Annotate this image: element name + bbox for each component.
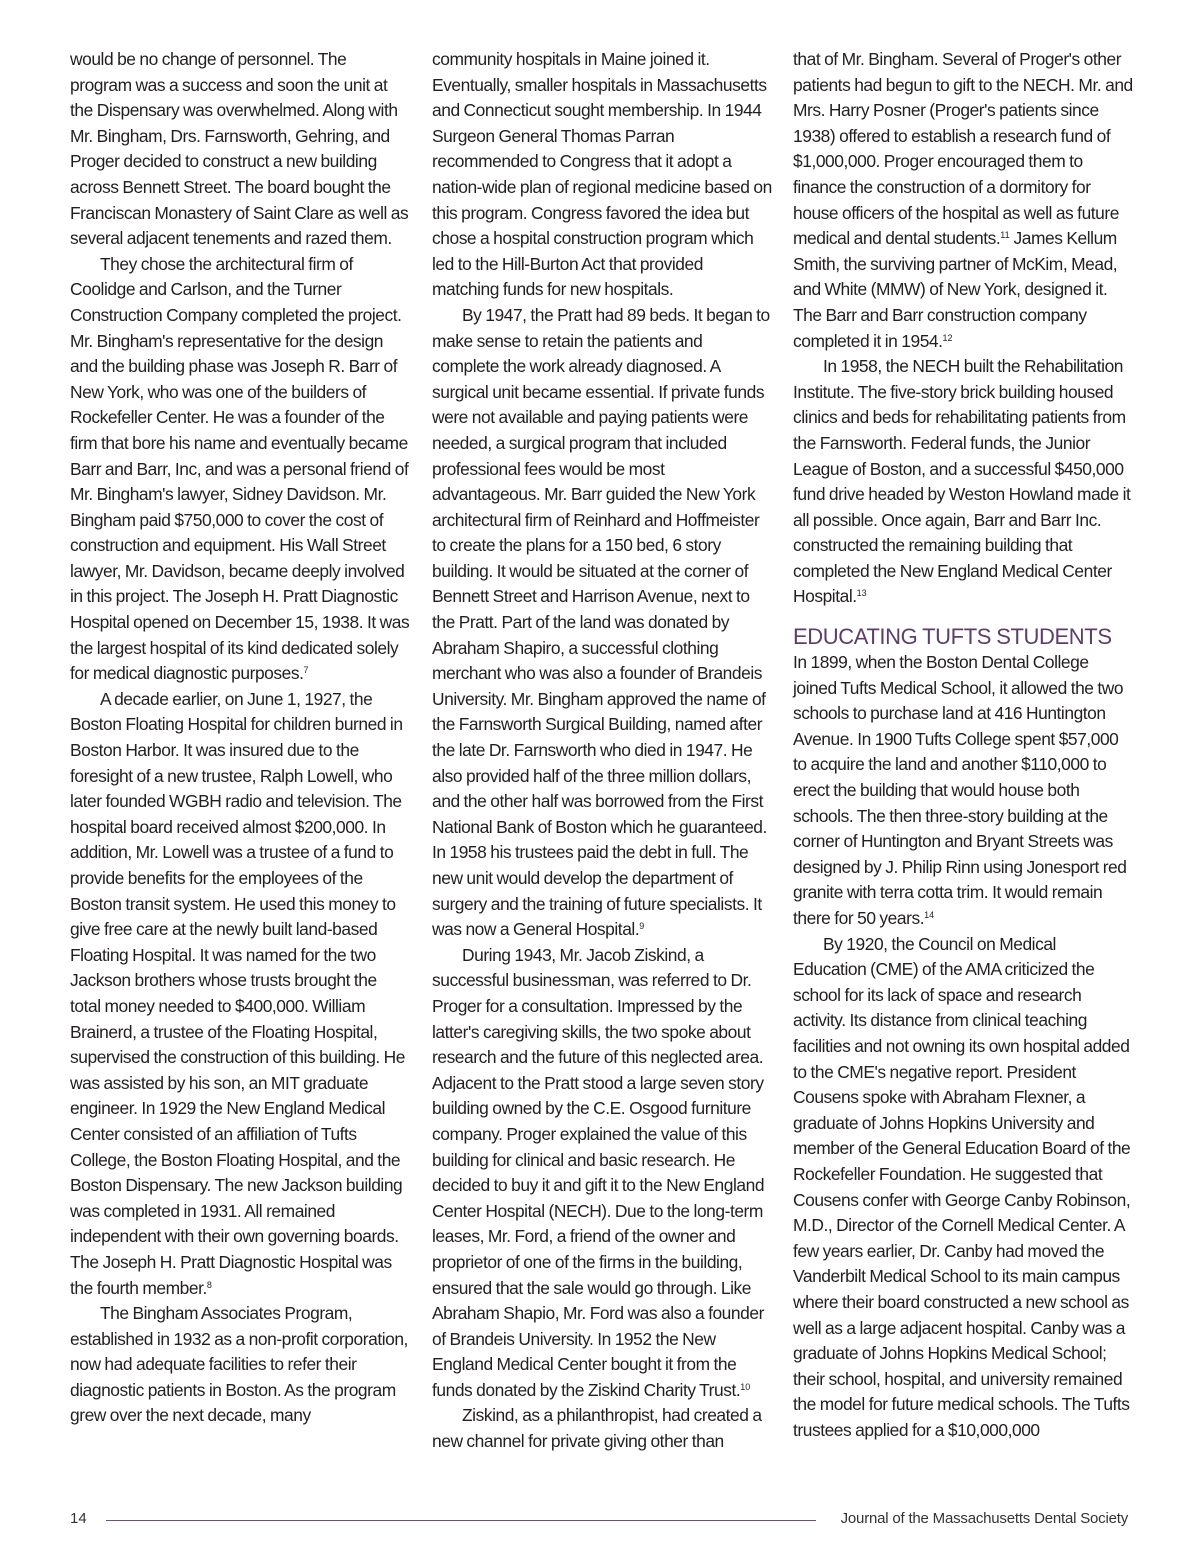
footer-rule <box>106 1520 816 1521</box>
text-column-2 <box>432 47 772 1455</box>
footnote-ref: 8 <box>206 1279 212 1290</box>
footnote-ref: 7 <box>303 665 309 676</box>
text-column-3 <box>793 47 1133 1443</box>
journal-title: Journal of the Massachusetts Dental Society <box>840 1510 1128 1527</box>
footnote-ref: 9 <box>639 921 645 932</box>
paragraph: that of Mr. Bingham. Several of Proger's other patients had begun to gift to the NECH. Mr. and Mrs. Harry Posner (Proger's patients since 1938) offered to establish a research fund of $1,000,000. Proger encouraged them to finance the construction of a dormitory for house officers of the hospital as well as future medical and dental students.$^{11}$ James Kellum Smith, the surviving partner of McKim, Mead, and White (MMW) of New York, designed it. The Barr and Barr construction company completed it in 1954.12 <box>793 49 1133 351</box>
footnote-ref: 14 <box>924 910 935 920</box>
paragraph: A decade earlier, on June 1, 1927, the Boston Floating Hospital for children burned in Boston Harbor. It was insured due to the foresight of a new trustee, Ralph Lowell, who later founded WGBH radio and television. The hospital board received almost $200,000. In addition, Mr. Lowell was a trustee of a fund to provide benefits for the employees of the Boston transit system. He used this money to give free care at the newly built land-based Floating Hospital. It was named for the two Jackson brothers whose trusts brought the total money needed to $400,000. William Brainerd, a trustee of the Floating Hospital, supervised the construction of this building. He was assisted by his son, an MIT graduate engineer. In 1929 the New England Medical Center consisted of an affiliation of Tufts College, the Boston Floating Hospital, and the Boston Dispensary. The new Jackson building was completed in 1931. All remained independent with their own governing boards. The Joseph H. Pratt Diagnostic Hospital was the fourth member.$^8$ <box>70 688 406 1298</box>
paragraph: By 1920, the Council on Medical Education (CME) of the AMA criticized the school for its lack of space and research activity. Its distance from clinical teaching facilities and not owning its own hospital added to the CME's negative report. President Cousens spoke with Abraham Flexner, a graduate of Johns Hopkins University and member of the General Education Board of the Rockefeller Foundation. He suggested that Cousens confer with George Canby Robinson, M.D., Director of the Cornell Medical Center. A few years earlier, Dr. Canby had moved the Vanderbilt Medical School to its main campus where their board constructed a new school as well as a large adjacent hospital. Canby was a graduate of Johns Hopkins Medical School; their school, hospital, and university remained the model for future medical schools. The Tufts trustees applied for a $10,000,000 <box>793 933 1131 1440</box>
footnote-ref: 13 <box>856 588 867 599</box>
footnote-ref: 11 <box>1000 230 1010 241</box>
paragraph: In 1899, when the Boston Dental College joined Tufts Medical School, it allowed the two schools to purchase land at 416 Huntington Avenue. In 1900 Tufts College spent $57,000 to acquire the land and another $110,000 to erect the building that would house both schools. The then three-story building at the corner of Huntington and Bryant Streets was designed by J. Philip Rinn using Jonesport red granite with terra cotta trim. It would remain there for 50 years.$^{14}$ <box>793 652 1127 928</box>
paragraph: Ziskind, as a philanthropist, had created a new channel for private giving other than <box>432 1405 762 1452</box>
page-footer <box>70 1510 1128 1532</box>
paragraph: The Bingham Associates Program, established in 1932 as a non-profit corporation, now had adequate facilities to refer their diagnostic patients in Boston. As the program grew over the next decade, many <box>70 1303 408 1426</box>
section-heading: EDUCATING TUFTS STUDENTS <box>793 624 1112 650</box>
paragraph: They chose the architectural firm of Coolidge and Carlson, and the Turner Construction Company completed the project. Mr. Bingham's representative for the design and the building phase was Joseph R. Barr of New York, who was one of the builders of Rockefeller Center. He was a founder of the firm that bore his name and eventually became Barr and Barr, Inc, and was a personal friend of Mr. Bingham's lawyer, Sidney Davidson. Mr. Bingham paid $750,000 to cover the cost of construction and equipment. His Wall Street lawyer, Mr. Davidson, became deeply involved in this project. The Joseph H. Pratt Diagnostic Hospital opened on December 15, 1938. It was the largest hospital of its kind dedicated solely for medical diagnostic purposes.$^7$ <box>70 253 410 684</box>
footnote-ref: 12 <box>942 332 953 343</box>
paragraph: community hospitals in Maine joined it. Eventually, smaller hospitals in Massachusetts and Connecticut sought membership. In 1944 Surgeon General Thomas Parran recommended to Congress that it adopt a nation-wide plan of regional medicine based on this program. Congress favored the idea but chose a hospital construction program which led to the Hill-Burton Act that provided matching funds for new hospitals. <box>432 49 772 300</box>
page-number: 14 <box>70 1510 87 1527</box>
footnote-ref: 10 <box>740 1381 751 1392</box>
paragraph: During 1943, Mr. Jacob Ziskind, a successful businessman, was referred to Dr. Proger for a consultation. Impressed by the latter's caregiving skills, the two spoke about research and the future of this neglected area. Adjacent to the Pratt stood a large seven story building owned by the C.E. Osgood furniture company. Proger explained the value of this building for clinical and basic research. He decided to buy it and gift it to the New England Center Hospital (NECH). Due to the long-term leases, Mr. Ford, a friend of the owner and proprietor of one of the firms in the building, ensured that the sale would go through. Like Abraham Shapio, Mr. Ford was also a founder of Brandeis University. In 1952 the New England Medical Center bought it from the funds donated by the Ziskind Charity Trust.$^{10}$ <box>432 944 765 1400</box>
text-column-1 <box>70 47 410 1429</box>
paragraph: In 1958, the NECH built the Rehabilitation Institute. The five-story brick building housed clinics and beds for rehabilitating patients from the Farnsworth. Federal funds, the Junior League of Boston, and a successful $450,000 fund drive headed by Weston Howland made it all possible. Once again, Barr and Barr Inc. constructed the remaining building that completed the New England Medical Center Hospital.$^{13}$ <box>793 356 1131 607</box>
paragraph: By 1947, the Pratt had 89 beds. It began to make sense to retain the patients and complete the work already diagnosed. A surgical unit became essential. If private funds were not available and paying patients were needed, a surgical program that included professional fees would be most advantageous. Mr. Barr guided the New York architectural firm of Reinhard and Hoffmeister to create the plans for a 150 bed, 6 story building. It would be situated at the corner of Bennett Street and Harrison Avenue, next to the Pratt. Part of the land was donated by Abraham Shapiro, a successful clothing merchant who was also a founder of Brandeis University. Mr. Bingham approved the name of the Farnsworth Surgical Building, named after the late Dr. Farnsworth who died in 1947. He also provided half of the three million dollars, and the other half was borrowed from the First National Bank of Boston which he guaranteed. In 1958 his trustees paid the debt in full. The new unit would develop the department of surgery and the training of future specialists. It was now a General Hospital.$^9$ <box>432 304 770 940</box>
paragraph: would be no change of personnel. The program was a success and soon the unit at the Dispensary was overwhelmed. Along with Mr. Bingham, Drs. Farnsworth, Gehring, and Proger decided to construct a new building across Bennett Street. The board bought the Franciscan Monastery of Saint Clare as well as several adjacent tenements and razed them. <box>70 49 409 249</box>
